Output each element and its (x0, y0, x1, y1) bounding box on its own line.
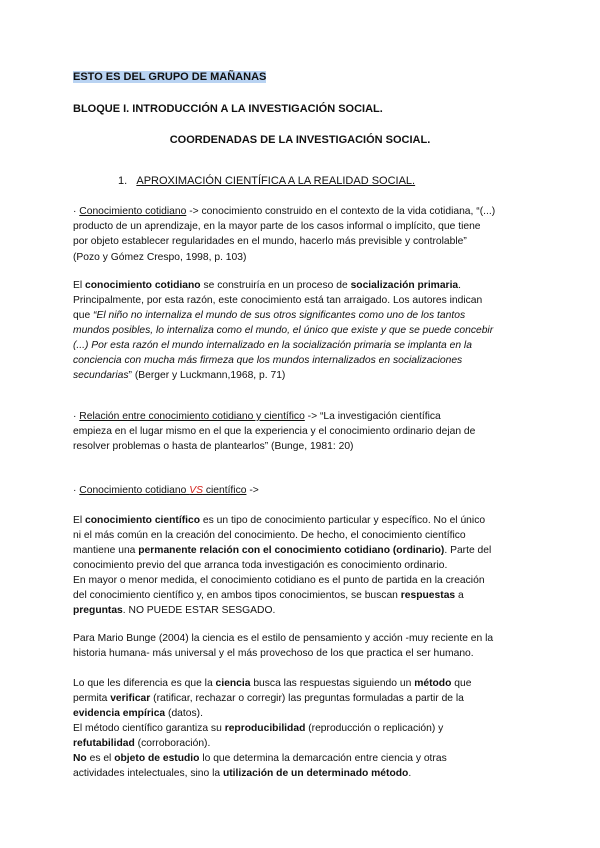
p5-line-1 (73, 513, 485, 528)
p1-line-1 (73, 204, 495, 219)
text: del conocimiento científico y, en ambos tipos conocimientos, se buscan (73, 590, 401, 601)
bullet: · (73, 206, 80, 217)
bold-text: No (73, 753, 87, 764)
p1-line-3: por objeto establecer regularidades en el mundo, hacerlo más previsible y controlable” (73, 236, 467, 247)
bullet: · (73, 485, 80, 496)
text: mantiene una (73, 545, 139, 556)
term-conocimiento-cotidiano: Conocimiento cotidiano (79, 206, 187, 217)
p5-line-2: ni el más común en la creación del conocimiento. De hecho, el conocimiento científico (73, 530, 466, 541)
text: científico (202, 485, 247, 496)
p5-line-4: conocimiento previo del que arranca toda investigación es conocimiento ordinario. (73, 560, 448, 571)
bold-text: preguntas (73, 605, 123, 616)
text: . NO PUEDE ESTAR SESGADO. (122, 605, 276, 616)
p4-line-1 (73, 483, 259, 498)
section-1-heading (118, 174, 415, 189)
p2-line-2: Principalmente, por esta razón, este conocimiento está tan arraigado. Los autores indican (73, 295, 483, 306)
bold-text: permanente relación con el conocimiento cotidiano (ordinario) (138, 545, 445, 556)
p5-line-5: En mayor o menor medida, el conocimiento cotidiano es el punto de partida en la creación (73, 575, 485, 586)
text: . (408, 768, 412, 779)
p1-line-2: producto de un aprendizaje, en la mayor parte de los casos informal o implícito, que tiene (73, 221, 481, 232)
p2-line-7 (73, 368, 285, 383)
coordinates-heading: COORDENADAS DE LA INVESTIGACIÓN SOCIAL. (169, 134, 431, 146)
bold-text: conocimiento cotidiano (85, 280, 201, 291)
p7-line-2 (73, 691, 464, 706)
p2-line-1 (73, 278, 461, 293)
text: que (451, 678, 472, 689)
p7-line-6 (73, 751, 447, 766)
p3-line-3: resolver problemas o hasta de plantearlos” (Bunge, 1981: 20) (73, 441, 354, 452)
p1-line-4: (Pozo y Gómez Crespo, 1998, p. 103) (73, 252, 247, 263)
bold-text: evidencia empírica (73, 708, 166, 719)
bold-text: utilización de un determinado método (222, 768, 409, 779)
p2-line-3 (73, 308, 465, 323)
text: que (73, 310, 94, 321)
text: se construiría en un proceso de (200, 280, 351, 291)
p3-line-2: empieza en el lugar mismo en el que la experiencia y el conocimiento ordinario dejan de (73, 426, 476, 437)
text: . (458, 280, 462, 291)
p2-line-4: mundos posibles, lo internaliza como el mundo, el único que existe y que se puede concebir (73, 325, 494, 336)
text: busca las respuestas siguiendo un (250, 678, 415, 689)
p3-line-1 (73, 409, 441, 424)
bold-text: ciencia (215, 678, 251, 689)
text: (ratificar, rechazar o corregir) las preguntas formuladas a partir de la (150, 693, 464, 704)
text: es un tipo de conocimiento particular y específico. No el único (200, 515, 486, 526)
bold-text: método (414, 678, 452, 689)
text: lo que determina la demarcación entre ciencia y otras (199, 753, 447, 764)
block-heading: BLOQUE I. INTRODUCCIÓN A LA INVESTIGACIÓN SOCIAL. (73, 103, 383, 115)
bold-text: conocimiento científico (85, 515, 201, 526)
p5-line-3 (73, 543, 491, 558)
p7-line-1 (73, 676, 471, 691)
text: El (73, 515, 86, 526)
bullet: · (73, 411, 80, 422)
vs-label: VS (189, 485, 203, 496)
text: (reproducción o replicación) y (305, 723, 444, 734)
italic-quote: “El niño no internaliza el mundo de sus otros significantes como uno de los tantos (93, 310, 466, 321)
text: . Parte del (444, 545, 492, 556)
section-title: APROXIMACIÓN CIENTÍFICA A LA REALIDAD SOCIAL. (136, 175, 416, 187)
p7-line-7 (73, 766, 411, 781)
bold-text: objeto de estudio (114, 753, 200, 764)
text: ” (Berger y Luckmann,1968, p. 71) (128, 370, 286, 381)
group-highlight: ESTO ES DEL GRUPO DE MAÑANAS (73, 71, 267, 83)
text: (corroboración). (134, 738, 211, 749)
text: (datos). (165, 708, 203, 719)
text: Conocimiento cotidiano (79, 485, 190, 496)
p2-line-6: conciencia con mucha más firmeza que los mundos internalizados en socializaciones (73, 355, 463, 366)
italic-quote: secundarias (73, 370, 129, 381)
term-vs (79, 485, 246, 496)
text: a (455, 590, 464, 601)
p7-line-4 (73, 721, 443, 736)
text: permita (73, 693, 111, 704)
group-heading (73, 70, 266, 85)
p7-line-5 (73, 736, 210, 751)
p7-line-3 (73, 706, 203, 721)
text: El (73, 280, 86, 291)
term-relacion: Relación entre conocimiento cotidiano y científico (79, 411, 305, 422)
text: actividades intelectuales, sino la (73, 768, 223, 779)
bold-text: refutabilidad (73, 738, 135, 749)
bold-text: respuestas (400, 590, 456, 601)
section-number: 1. (118, 175, 128, 187)
text: es el (86, 753, 115, 764)
p6-line-2: historia humana- más universal y el más provechoso de los que practica el ser humano. (73, 648, 474, 659)
p5-line-6 (73, 588, 464, 603)
text: El método científico garantiza su (73, 723, 225, 734)
text: Lo que les diferencia es que la (73, 678, 216, 689)
bold-text: verificar (110, 693, 151, 704)
text: -> (246, 485, 259, 496)
text: -> conocimiento construido en el contexto de la vida cotidiana, “(...) (186, 206, 496, 217)
text: -> “La investigación científica (304, 411, 441, 422)
p5-line-7 (73, 603, 275, 618)
p2-line-5: (...) Por esta razón el mundo internalizado en la socialización primaria se implanta en la (73, 340, 472, 351)
p6-line-1: Para Mario Bunge (2004) la ciencia es el estilo de pensamiento y acción -muy reciente en la (73, 633, 494, 644)
bold-text: reproducibilidad (224, 723, 306, 734)
bold-text: socialización primaria (350, 280, 459, 291)
